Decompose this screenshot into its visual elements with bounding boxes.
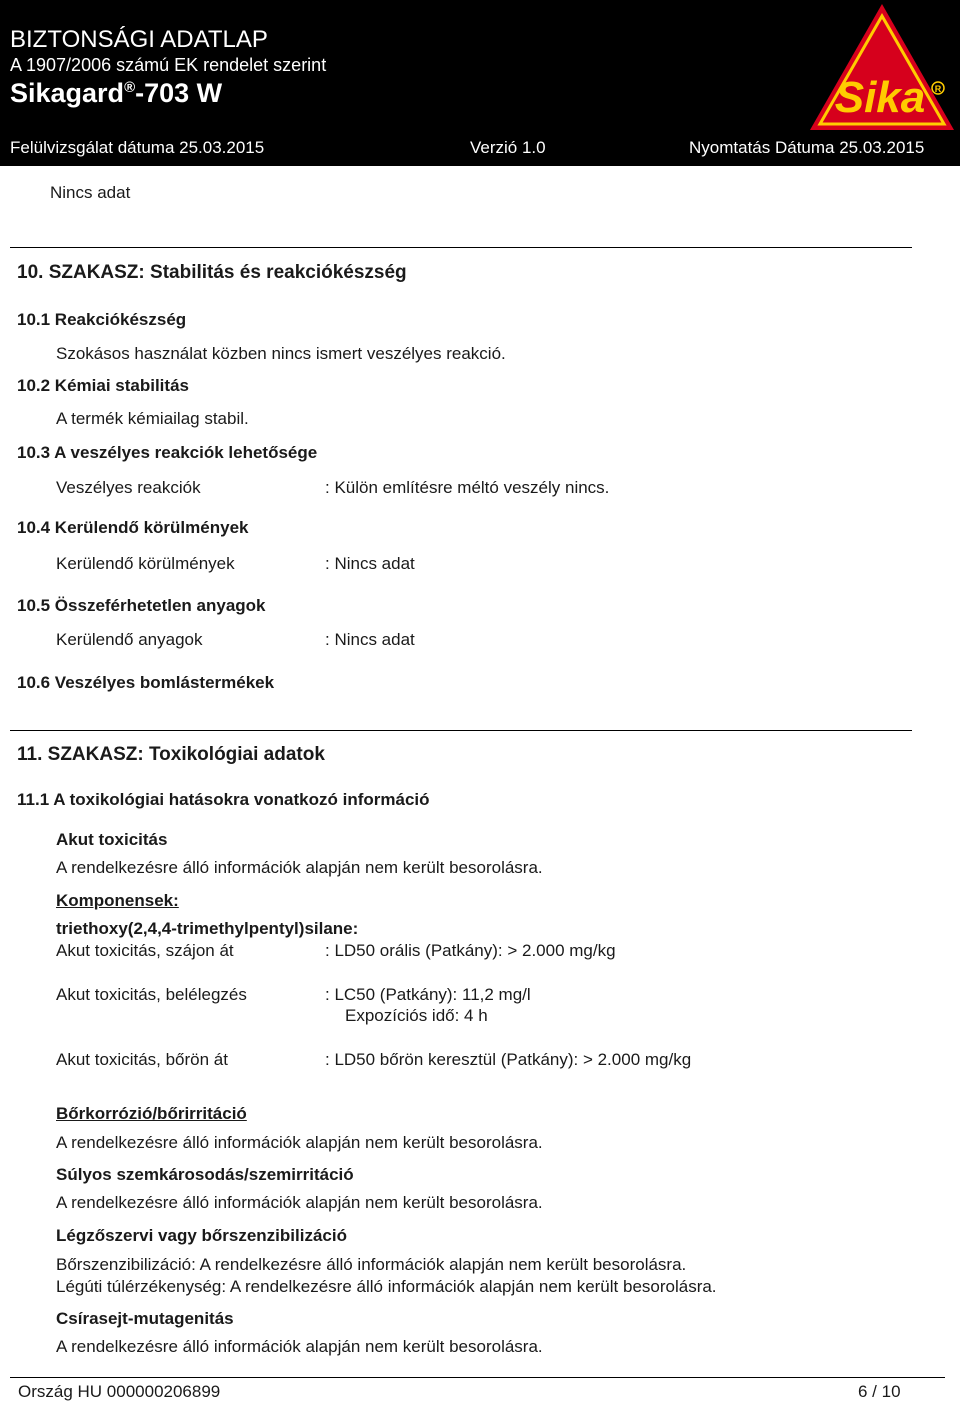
section-10-title: 10. SZAKASZ: Stabilitás és reakciókészség bbox=[17, 262, 407, 283]
section-divider bbox=[10, 247, 912, 248]
subsection-10-2-text: A termék kémiailag stabil. bbox=[56, 409, 249, 428]
document-title: BIZTONSÁGI ADATLAP bbox=[10, 26, 268, 53]
product-code: -703 W bbox=[135, 78, 223, 108]
version: Verzió 1.0 bbox=[470, 138, 546, 157]
skin-sensitisation-text: Bőrszenzibilizáció: A rendelkezésre álló információk alapján nem került besorolásra. bbox=[56, 1255, 687, 1274]
field-value-exposure-time: Expozíciós idő: 4 h bbox=[345, 1006, 488, 1025]
section-divider bbox=[10, 730, 912, 731]
sensitisation-title: Légzőszervi vagy bőrszenzibilizáció bbox=[56, 1226, 347, 1245]
eye-damage-text: A rendelkezésre álló információk alapján nem került besorolásra. bbox=[56, 1193, 543, 1212]
subsection-10-3-title: 10.3 A veszélyes reakciók lehetősége bbox=[17, 443, 318, 462]
logo-wordmark: Sika bbox=[834, 73, 926, 122]
svg-text:R: R bbox=[934, 84, 942, 94]
field-value-dermal: : LD50 bőrön keresztül (Patkány): > 2.000 mg/kg bbox=[325, 1050, 692, 1069]
mutagenicity-title: Csírasejt-mutagenitás bbox=[56, 1309, 234, 1328]
components-title: Komponensek: bbox=[56, 891, 179, 910]
field-label-oral: Akut toxicitás, szájon át bbox=[56, 941, 234, 960]
subsection-10-1-text: Szokásos használat közben nincs ismert veszélyes reakció. bbox=[56, 344, 506, 363]
field-label-hazardous-reactions: Veszélyes reakciók bbox=[56, 478, 201, 497]
footer-divider bbox=[10, 1377, 945, 1378]
registered-mark: ® bbox=[124, 79, 136, 96]
subsection-10-4-title: 10.4 Kerülendő körülmények bbox=[17, 518, 249, 537]
product-name bbox=[10, 78, 222, 109]
field-value-oral: : LD50 orális (Patkány): > 2.000 mg/kg bbox=[325, 941, 616, 960]
field-label-avoid-materials: Kerülendő anyagok bbox=[56, 630, 203, 649]
subsection-10-5-title: 10.5 Összeférhetetlen anyagok bbox=[17, 596, 266, 615]
subsection-10-1-title: 10.1 Reakciókészség bbox=[17, 310, 187, 329]
field-label-avoid-conditions: Kerülendő körülmények bbox=[56, 554, 235, 573]
product-name-text: Sikagard bbox=[10, 78, 125, 108]
field-value-hazardous-reactions: : Külön említésre méltó veszély nincs. bbox=[325, 478, 610, 497]
document-header bbox=[0, 0, 960, 166]
acute-toxicity-text: A rendelkezésre álló információk alapján nem került besorolásra. bbox=[56, 858, 543, 877]
component-name: triethoxy(2,4,4-trimethylpentyl)silane: bbox=[56, 919, 359, 938]
skin-corrosion-title: Bőrkorrózió/bőrirritáció bbox=[56, 1104, 247, 1123]
acute-toxicity-title: Akut toxicitás bbox=[56, 830, 168, 849]
subsection-10-2-title: 10.2 Kémiai stabilitás bbox=[17, 376, 189, 395]
field-value-avoid-conditions: : Nincs adat bbox=[325, 554, 415, 573]
regulation-subtitle: A 1907/2006 számú EK rendelet szerint bbox=[10, 55, 327, 75]
mutagenicity-text: A rendelkezésre álló információk alapján nem került besorolásra. bbox=[56, 1337, 543, 1356]
subsection-11-1-title: 11.1 A toxikológiai hatásokra vonatkozó információ bbox=[17, 790, 430, 809]
previous-section-note: Nincs adat bbox=[50, 183, 131, 202]
print-date: Nyomtatás Dátuma 25.03.2015 bbox=[689, 138, 925, 157]
subsection-10-6-title: 10.6 Veszélyes bomlástermékek bbox=[17, 673, 275, 692]
footer-country-code: Ország HU 000000206899 bbox=[18, 1382, 221, 1401]
field-value-avoid-materials: : Nincs adat bbox=[325, 630, 415, 649]
skin-corrosion-text: A rendelkezésre álló információk alapján nem került besorolásra. bbox=[56, 1133, 543, 1152]
sika-logo-icon bbox=[806, 2, 956, 132]
revision-date: Felülvizsgálat dátuma 25.03.2015 bbox=[10, 138, 265, 157]
eye-damage-title: Súlyos szemkárosodás/szemirritáció bbox=[56, 1165, 354, 1184]
field-label-dermal: Akut toxicitás, bőrön át bbox=[56, 1050, 228, 1069]
respiratory-sensitisation-text: Légúti túlérzékenység: A rendelkezésre álló információk alapján nem került besorolásra. bbox=[56, 1277, 717, 1296]
section-11-title: 11. SZAKASZ: Toxikológiai adatok bbox=[17, 744, 325, 765]
field-label-inhalation: Akut toxicitás, belélegzés bbox=[56, 985, 247, 1004]
field-value-inhalation: : LC50 (Patkány): 11,2 mg/l bbox=[325, 985, 531, 1004]
footer-page-number: 6 / 10 bbox=[858, 1382, 901, 1401]
